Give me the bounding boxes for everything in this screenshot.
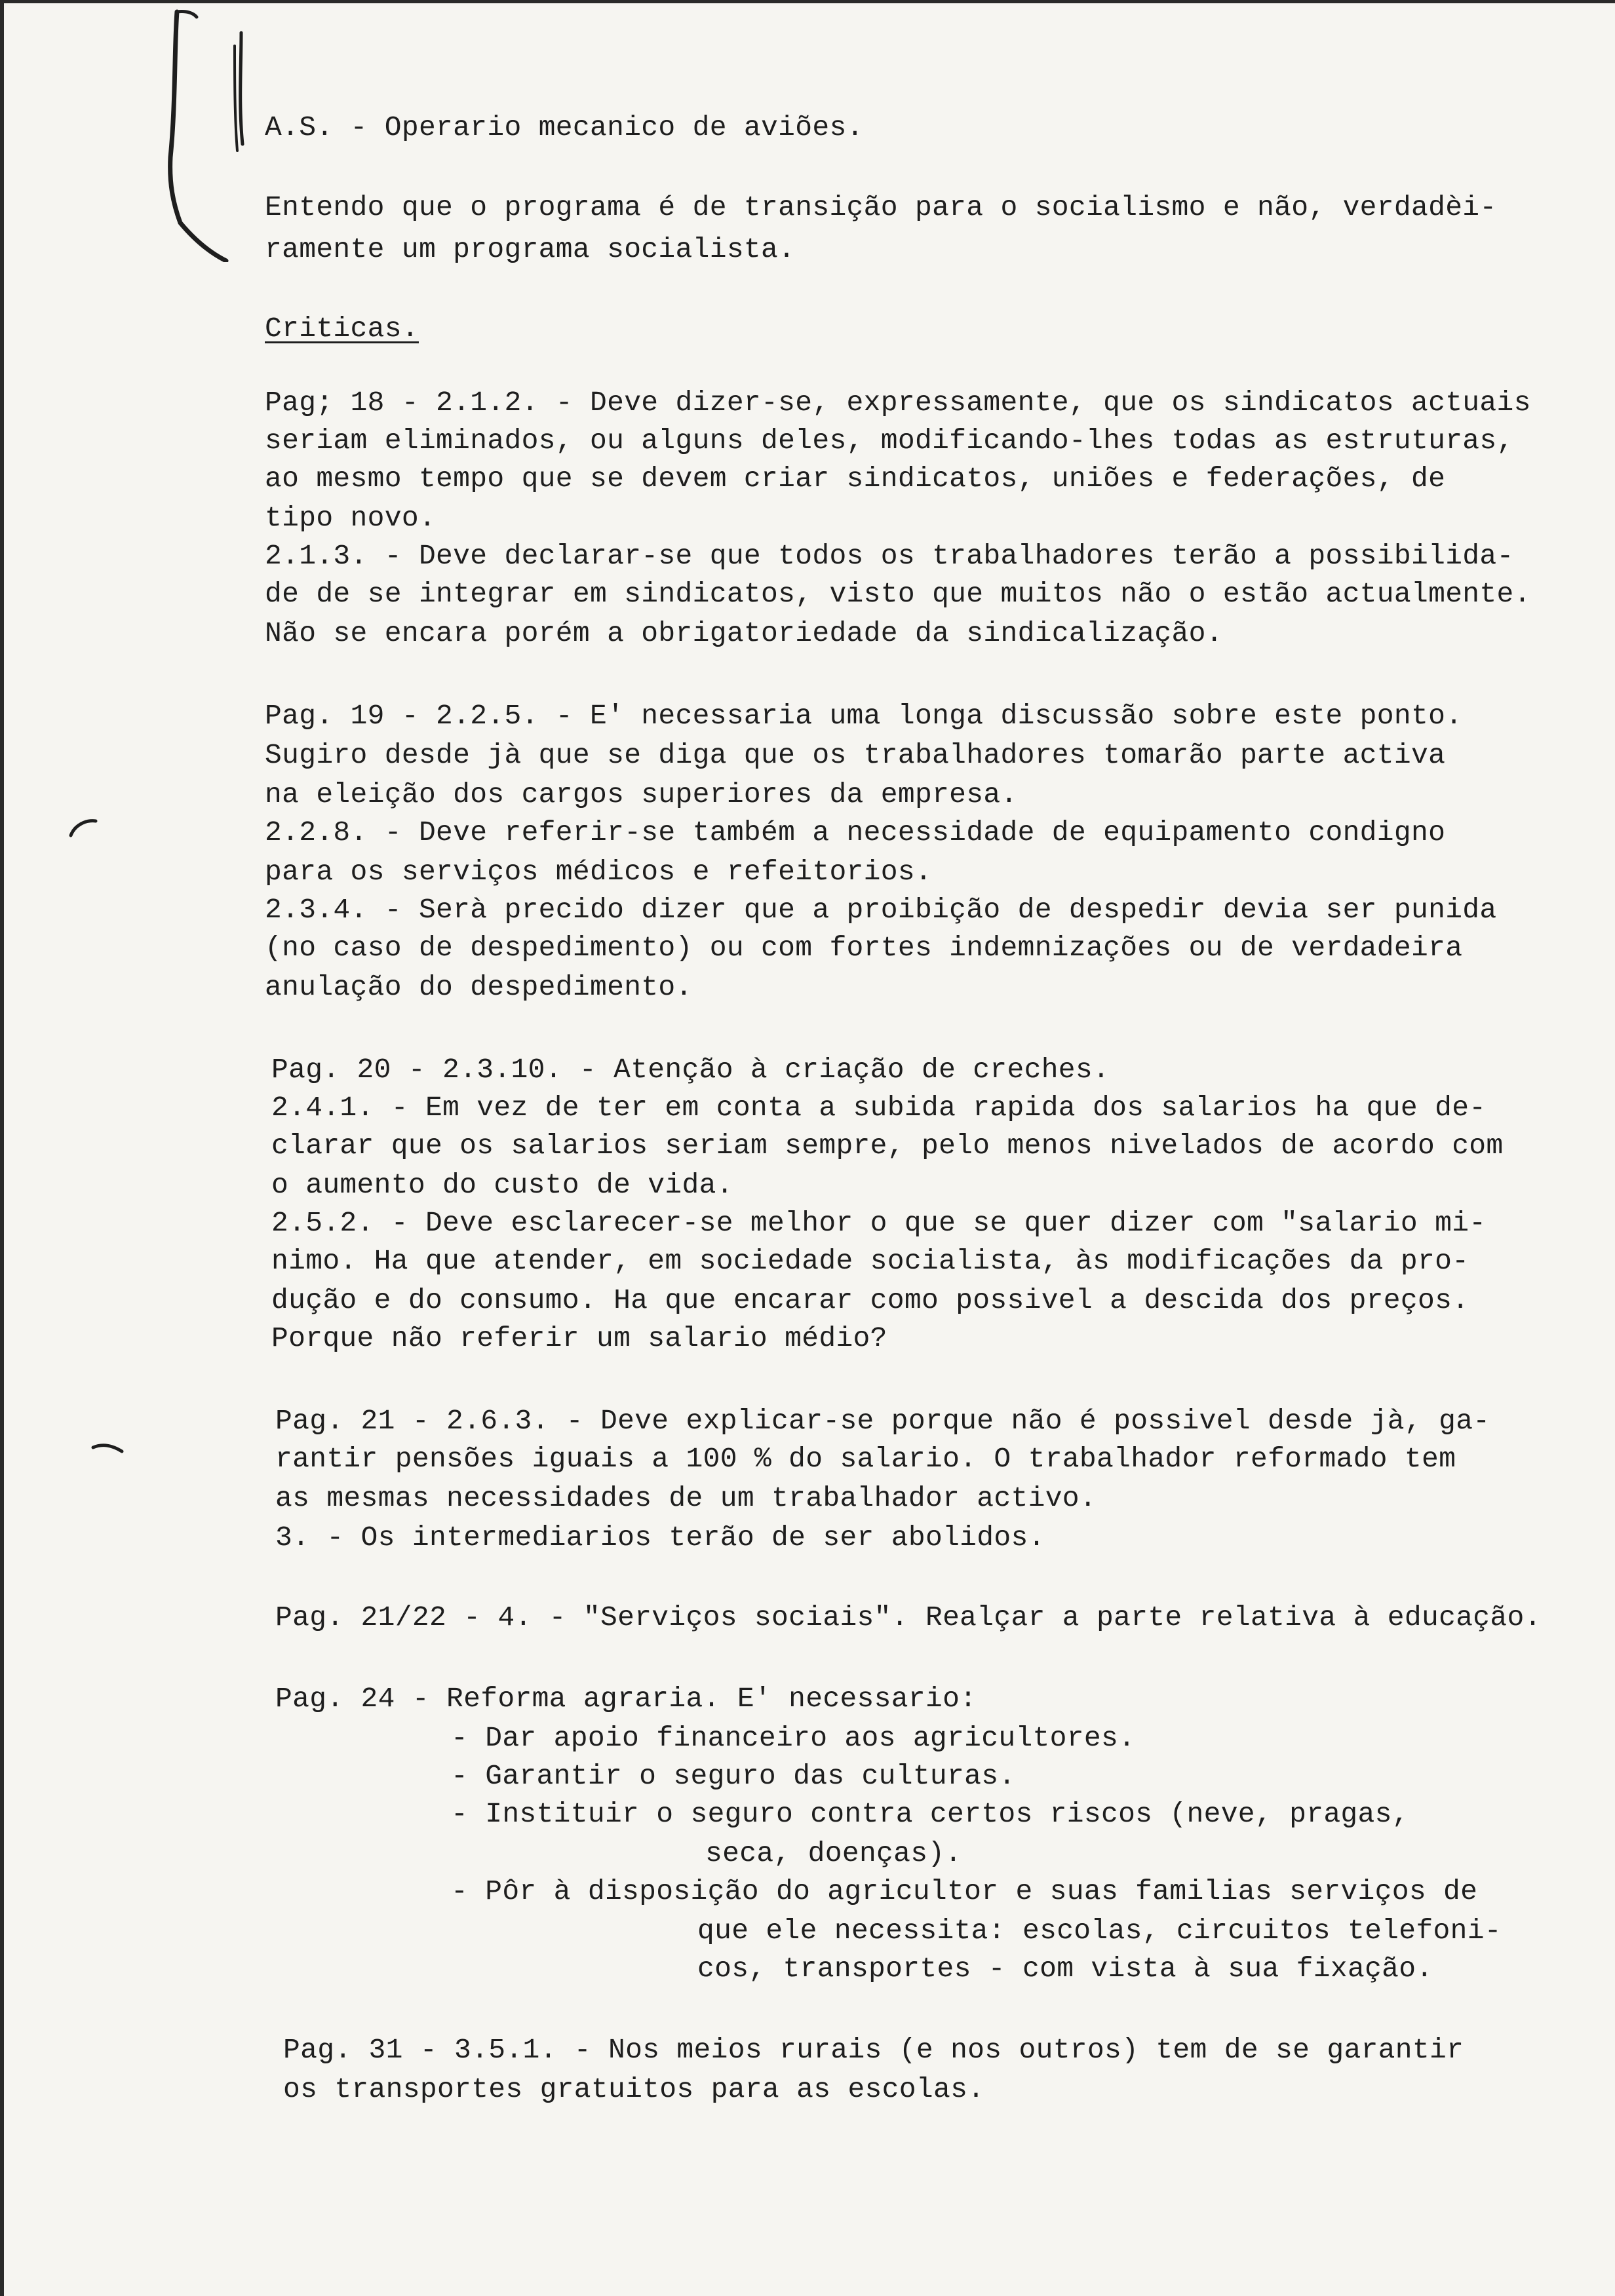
body-line: Pag. 21/22 - 4. - "Serviços sociais". Realçar a parte relativa à educação. bbox=[275, 1601, 1542, 1634]
body-line: dução e do consumo. Ha que encarar como possivel a descida dos preços. bbox=[271, 1284, 1469, 1316]
body-line: Sugiro desde jà que se diga que os trabalhadores tomarão parte activa bbox=[265, 739, 1446, 771]
page-border-top bbox=[0, 0, 1615, 3]
margin-tick-mark bbox=[63, 816, 102, 855]
body-line: Pag. 31 - 3.5.1. - Nos meios rurais (e nos outros) tem de se garantir bbox=[283, 2034, 1464, 2066]
body-line: nimo. Ha que atender, em sociedade socialista, às modificações da pro- bbox=[271, 1245, 1469, 1277]
body-line: na eleição dos cargos superiores da empresa. bbox=[265, 778, 1018, 811]
body-line: 2.3.4. - Serà precido dizer que a proibição de despedir devia ser punida bbox=[265, 894, 1497, 926]
body-line: 2.5.2. - Deve esclarecer-se melhor o que se quer dizer com "salario mi- bbox=[271, 1207, 1487, 1239]
list-item: - Dar apoio financeiro aos agricultores. bbox=[451, 1722, 1136, 1754]
intro-line: Entendo que o programa é de transição para o socialismo e não, verdadèi- bbox=[265, 191, 1497, 223]
body-line: Não se encara porém a obrigatoriedade da sindicalização. bbox=[265, 617, 1223, 649]
heading-line: A.S. - Operario mecanico de aviões. bbox=[265, 111, 864, 144]
body-line: anulação do despedimento. bbox=[265, 971, 693, 1003]
list-item-continuation: cos, transportes - com vista à sua fixação. bbox=[697, 1953, 1433, 1985]
body-line: seriam eliminados, ou alguns deles, modificando-lhes todas as estruturas, bbox=[265, 425, 1514, 457]
criticas-title: Criticas. bbox=[265, 313, 419, 345]
list-item: - Garantir o seguro das culturas. bbox=[451, 1760, 1016, 1792]
body-line: Pag; 18 - 2.1.2. - Deve dizer-se, expressamente, que os sindicatos actuais bbox=[265, 387, 1531, 419]
list-item: - Instituir o seguro contra certos riscos (neve, pragas, bbox=[451, 1798, 1409, 1830]
body-line: rantir pensões iguais a 100 % do salario. O trabalhador reformado tem bbox=[275, 1443, 1456, 1475]
body-line: as mesmas necessidades de um trabalhador activo. bbox=[275, 1482, 1097, 1514]
body-line: clarar que os salarios seriam sempre, pelo menos nivelados de acordo com bbox=[271, 1130, 1504, 1162]
intro-line: ramente um programa socialista. bbox=[265, 233, 796, 265]
body-line: o aumento do custo de vida. bbox=[271, 1169, 733, 1201]
body-line: 2.1.3. - Deve declarar-se que todos os trabalhadores terão a possibilida- bbox=[265, 540, 1514, 572]
handwritten-bracket-mark bbox=[151, 7, 249, 262]
body-line: Pag. 19 - 2.2.5. - E' necessaria uma longa discussão sobre este ponto. bbox=[265, 700, 1463, 732]
margin-dash-mark bbox=[89, 1438, 128, 1458]
list-item-continuation: seca, doenças). bbox=[705, 1837, 962, 1869]
body-line: 2.2.8. - Deve referir-se também a necessidade de equipamento condigno bbox=[265, 816, 1446, 849]
list-item-continuation: que ele necessita: escolas, circuitos telefoni- bbox=[697, 1915, 1502, 1947]
body-line: Porque não referir um salario médio? bbox=[271, 1322, 887, 1354]
list-item: - Pôr à disposição do agricultor e suas familias serviços de bbox=[451, 1875, 1478, 1907]
page-border-left bbox=[0, 0, 4, 2296]
body-line: Pag. 21 - 2.6.3. - Deve explicar-se porque não é possivel desde jà, ga- bbox=[275, 1405, 1490, 1437]
body-line: 2.4.1. - Em vez de ter em conta a subida rapida dos salarios ha que de- bbox=[271, 1092, 1487, 1124]
body-line: ao mesmo tempo que se devem criar sindicatos, uniões e federações, de bbox=[265, 463, 1446, 495]
body-line: 3. - Os intermediarios terão de ser abolidos. bbox=[275, 1521, 1045, 1554]
body-line: de de se integrar em sindicatos, visto que muitos não o estão actualmente. bbox=[265, 578, 1531, 610]
body-line: para os serviços médicos e refeitorios. bbox=[265, 856, 933, 888]
body-line: Pag. 20 - 2.3.10. - Atenção à criação de creches. bbox=[271, 1054, 1110, 1086]
body-line: tipo novo. bbox=[265, 502, 437, 534]
body-line: Pag. 24 - Reforma agraria. E' necessario: bbox=[275, 1683, 977, 1715]
body-line: os transportes gratuitos para as escolas. bbox=[283, 2073, 985, 2105]
body-line: (no caso de despedimento) ou com fortes indemnizações ou de verdadeira bbox=[265, 932, 1463, 964]
